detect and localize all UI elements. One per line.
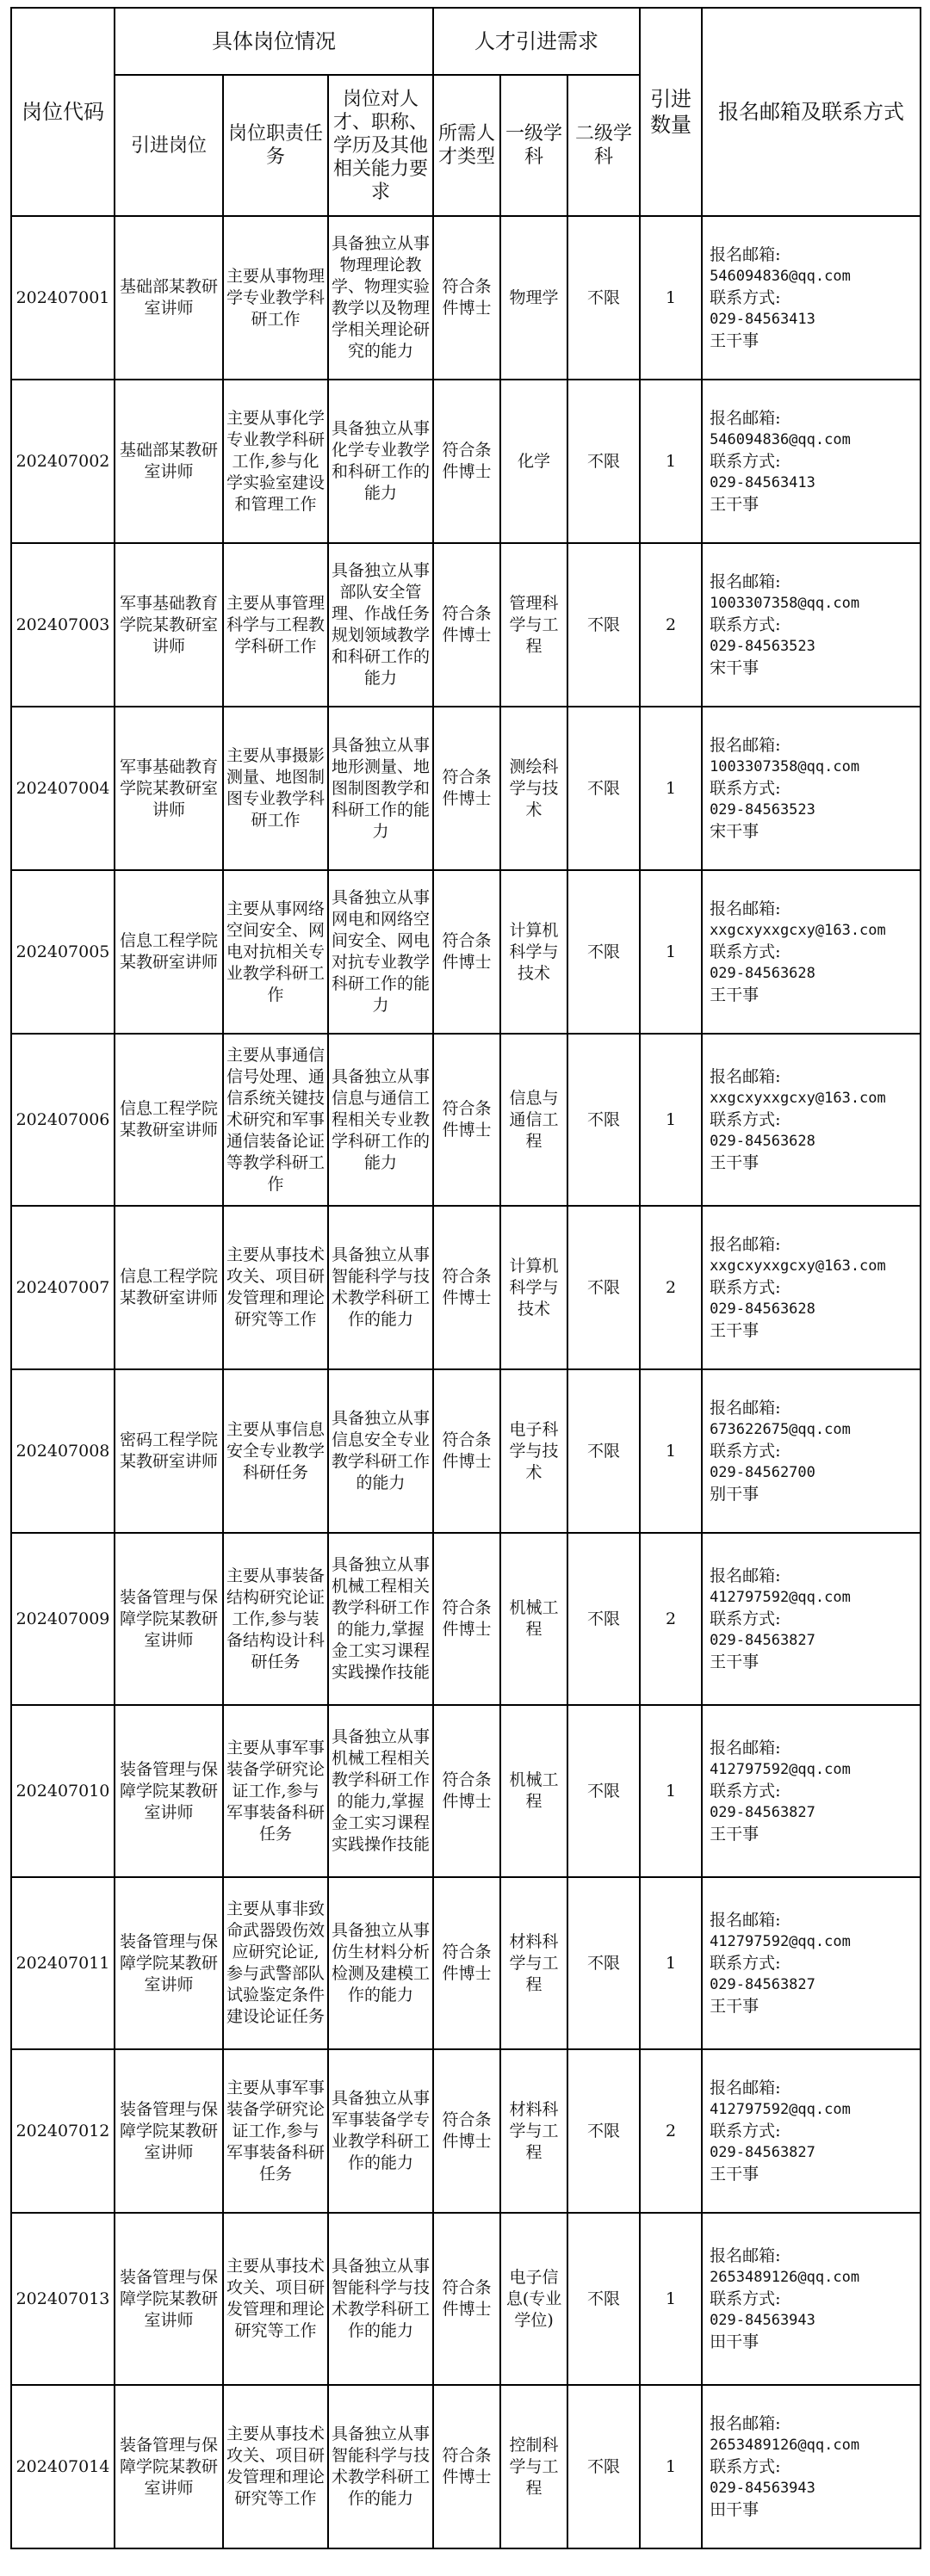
cell-count: 1 <box>640 1705 702 1877</box>
cell-lvl1: 电子科学与技术 <box>500 1369 567 1533</box>
email-label: 报名邮箱: <box>710 1910 781 1930</box>
table-row <box>11 2049 921 2213</box>
cell-req: 具备独立从事军事装备学专业教学科研工作的能力 <box>328 2049 433 2213</box>
cell-lvl2: 不限 <box>567 1206 640 1369</box>
email-label: 报名邮箱: <box>710 1234 781 1254</box>
email-link[interactable]: xxgcxyxxgcxy@163.com <box>710 1257 886 1275</box>
cell-contact <box>702 1206 921 1369</box>
cell-code: 202407005 <box>11 870 115 1034</box>
phone-number: 029-84563827 <box>710 1975 815 1993</box>
cell-contact <box>702 1369 921 1533</box>
cell-post: 装备管理与保障学院某教研室讲师 <box>115 2385 223 2548</box>
cell-count: 2 <box>640 2049 702 2213</box>
cell-type: 符合条件博士 <box>433 870 500 1034</box>
cell-post: 信息工程学院某教研室讲师 <box>115 870 223 1034</box>
phone-label: 联系方式: <box>710 451 781 471</box>
cell-lvl2: 不限 <box>567 870 640 1034</box>
cell-req: 具备独立从事网电和网络空间安全、网电对抗专业教学科研工作的能力 <box>328 870 433 1034</box>
cell-code: 202407007 <box>11 1206 115 1369</box>
phone-label: 联系方式: <box>710 1277 781 1297</box>
cell-type: 符合条件博士 <box>433 543 500 707</box>
cell-lvl2: 不限 <box>567 1533 640 1705</box>
cell-lvl2: 不限 <box>567 2213 640 2385</box>
cell-req: 具备独立从事智能科学与技术教学科研工作的能力 <box>328 2385 433 2548</box>
contact-person: 王干事 <box>710 2164 760 2184</box>
cell-duty: 主要从事军事装备学研究论证工作,参与军事装备科研任务 <box>223 2049 328 2213</box>
header-duty: 岗位职责任务 <box>223 75 328 216</box>
cell-type: 符合条件博士 <box>433 707 500 870</box>
cell-contact <box>702 870 921 1034</box>
cell-count: 1 <box>640 2385 702 2548</box>
email-label: 报名邮箱: <box>710 2078 781 2097</box>
cell-lvl2: 不限 <box>567 380 640 543</box>
cell-lvl1: 化学 <box>500 380 567 543</box>
cell-type: 符合条件博士 <box>433 1533 500 1705</box>
contact-person: 宋干事 <box>710 821 760 841</box>
cell-lvl2: 不限 <box>567 2049 640 2213</box>
cell-type: 符合条件博士 <box>433 1877 500 2049</box>
cell-code: 202407001 <box>11 216 115 380</box>
phone-number: 029-84563523 <box>710 637 815 655</box>
email-link[interactable]: 1003307358@qq.com <box>710 594 860 612</box>
email-label: 报名邮箱: <box>710 899 781 918</box>
table-row <box>11 1206 921 1369</box>
email-label: 报名邮箱: <box>710 2246 781 2265</box>
cell-lvl2: 不限 <box>567 2385 640 2548</box>
contact-person: 王干事 <box>710 985 760 1004</box>
contact-person: 别干事 <box>710 1484 760 1504</box>
cell-duty: 主要从事管理科学与工程教学科研工作 <box>223 543 328 707</box>
cell-lvl2: 不限 <box>567 1369 640 1533</box>
contact-person: 王干事 <box>710 1824 760 1844</box>
header-contact: 报名邮箱及联系方式 <box>702 8 921 216</box>
cell-duty: 主要从事军事装备学研究论证工作,参与军事装备科研任务 <box>223 1705 328 1877</box>
cell-post: 信息工程学院某教研室讲师 <box>115 1206 223 1369</box>
email-link[interactable]: 546094836@qq.com <box>710 267 851 285</box>
table-row <box>11 216 921 380</box>
email-link[interactable]: 412797592@qq.com <box>710 1760 851 1778</box>
cell-lvl1: 信息与通信工程 <box>500 1034 567 1206</box>
email-label: 报名邮箱: <box>710 1566 781 1585</box>
cell-contact <box>702 1877 921 2049</box>
recruitment-table-wrapper <box>10 7 921 2549</box>
cell-duty: 主要从事摄影测量、地图制图专业教学科研工作 <box>223 707 328 870</box>
phone-number: 029-84563827 <box>710 1803 815 1821</box>
phone-label: 联系方式: <box>710 2289 781 2308</box>
cell-lvl2: 不限 <box>567 707 640 870</box>
email-link[interactable]: 412797592@qq.com <box>710 1588 851 1606</box>
phone-number: 029-84562700 <box>710 1463 815 1481</box>
cell-lvl1: 材料科学与工程 <box>500 1877 567 2049</box>
cell-code: 202407010 <box>11 1705 115 1877</box>
cell-duty: 主要从事技术攻关、项目研发管理和理论研究等工作 <box>223 2213 328 2385</box>
contact-person: 王干事 <box>710 494 760 514</box>
cell-code: 202407009 <box>11 1533 115 1705</box>
cell-type: 符合条件博士 <box>433 1705 500 1877</box>
table-row <box>11 2213 921 2385</box>
cell-code: 202407008 <box>11 1369 115 1533</box>
cell-post: 装备管理与保障学院某教研室讲师 <box>115 2049 223 2213</box>
cell-req: 具备独立从事信息安全专业教学科研工作的能力 <box>328 1369 433 1533</box>
cell-type: 符合条件博士 <box>433 2385 500 2548</box>
cell-type: 符合条件博士 <box>433 1034 500 1206</box>
cell-post: 基础部某教研室讲师 <box>115 216 223 380</box>
cell-lvl1: 物理学 <box>500 216 567 380</box>
cell-lvl1: 机械工程 <box>500 1705 567 1877</box>
email-link[interactable]: 2653489126@qq.com <box>710 2436 860 2454</box>
cell-req: 具备独立从事智能科学与技术教学科研工作的能力 <box>328 2213 433 2385</box>
table-row <box>11 1705 921 1877</box>
cell-contact <box>702 543 921 707</box>
cell-count: 1 <box>640 2213 702 2385</box>
cell-code: 202407012 <box>11 2049 115 2213</box>
cell-post: 基础部某教研室讲师 <box>115 380 223 543</box>
table-row <box>11 707 921 870</box>
cell-type: 符合条件博士 <box>433 380 500 543</box>
cell-type: 符合条件博士 <box>433 2049 500 2213</box>
cell-count: 1 <box>640 216 702 380</box>
email-link[interactable]: 412797592@qq.com <box>710 1932 851 1950</box>
header-group-talent: 人才引进需求 <box>433 8 640 75</box>
cell-lvl1: 管理科学与工程 <box>500 543 567 707</box>
phone-label: 联系方式: <box>710 1953 781 1973</box>
cell-duty: 主要从事非致命武器毁伤效应研究论证,参与武警部队试验鉴定条件建设论证任务 <box>223 1877 328 2049</box>
cell-post: 装备管理与保障学院某教研室讲师 <box>115 1877 223 2049</box>
phone-number: 029-84563943 <box>710 2479 815 2497</box>
cell-code: 202407006 <box>11 1034 115 1206</box>
cell-contact <box>702 216 921 380</box>
cell-duty: 主要从事物理学专业教学科研工作 <box>223 216 328 380</box>
phone-label: 联系方式: <box>710 778 781 798</box>
header-post: 引进岗位 <box>115 75 223 216</box>
contact-person: 田干事 <box>710 2499 760 2519</box>
phone-number: 029-84563523 <box>710 800 815 819</box>
table-row <box>11 1877 921 2049</box>
cell-contact <box>702 380 921 543</box>
cell-duty: 主要从事技术攻关、项目研发管理和理论研究等工作 <box>223 1206 328 1369</box>
email-link[interactable]: xxgcxyxxgcxy@163.com <box>710 921 886 939</box>
cell-req: 具备独立从事部队安全管理、作战任务规划领域教学和科研工作的能力 <box>328 543 433 707</box>
cell-type: 符合条件博士 <box>433 216 500 380</box>
table-row <box>11 870 921 1034</box>
cell-contact <box>702 1034 921 1206</box>
email-label: 报名邮箱: <box>710 1398 781 1418</box>
cell-code: 202407002 <box>11 380 115 543</box>
email-label: 报名邮箱: <box>710 571 781 591</box>
cell-count: 1 <box>640 380 702 543</box>
contact-person: 田干事 <box>710 2332 760 2351</box>
email-label: 报名邮箱: <box>710 1066 781 1086</box>
phone-number: 029-84563827 <box>710 1631 815 1649</box>
phone-label: 联系方式: <box>710 1109 781 1129</box>
email-link[interactable]: xxgcxyxxgcxy@163.com <box>710 1089 886 1107</box>
cell-post: 军事基础教育学院某教研室讲师 <box>115 707 223 870</box>
header-req: 岗位对人才、职称、学历及其他相关能力要求 <box>328 75 433 216</box>
cell-lvl1: 电子信息(专业学位) <box>500 2213 567 2385</box>
cell-req: 具备独立从事地形测量、地图制图教学和科研工作的能力 <box>328 707 433 870</box>
phone-label: 联系方式: <box>710 287 781 307</box>
email-link[interactable]: 412797592@qq.com <box>710 2100 851 2118</box>
cell-req: 具备独立从事化学专业教学和科研工作的能力 <box>328 380 433 543</box>
email-label: 报名邮箱: <box>710 735 781 755</box>
cell-lvl2: 不限 <box>567 216 640 380</box>
cell-count: 1 <box>640 707 702 870</box>
cell-req: 具备独立从事智能科学与技术教学科研工作的能力 <box>328 1206 433 1369</box>
cell-lvl1: 计算机科学与技术 <box>500 870 567 1034</box>
table-body <box>11 216 921 2548</box>
phone-label: 联系方式: <box>710 1609 781 1628</box>
email-label: 报名邮箱: <box>710 2413 781 2433</box>
header-lvl2: 二级学科 <box>567 75 640 216</box>
recruitment-table <box>10 7 921 2549</box>
phone-number: 029-84563628 <box>710 964 815 982</box>
cell-lvl1: 材料科学与工程 <box>500 2049 567 2213</box>
cell-duty: 主要从事化学专业教学科研工作,参与化学实验室建设和管理工作 <box>223 380 328 543</box>
cell-req: 具备独立从事仿生材料分析检测及建模工作的能力 <box>328 1877 433 2049</box>
header-code: 岗位代码 <box>11 8 115 216</box>
cell-code: 202407011 <box>11 1877 115 2049</box>
email-link[interactable]: 2653489126@qq.com <box>710 2268 860 2286</box>
cell-count: 1 <box>640 1034 702 1206</box>
table-row <box>11 1533 921 1705</box>
cell-type: 符合条件博士 <box>433 1206 500 1369</box>
email-label: 报名邮箱: <box>710 408 781 428</box>
phone-label: 联系方式: <box>710 615 781 634</box>
cell-req: 具备独立从事物理理论教学、物理实验教学以及物理学相关理论研究的能力 <box>328 216 433 380</box>
cell-count: 1 <box>640 1877 702 2049</box>
cell-req: 具备独立从事信息与通信工程相关专业教学科研工作的能力 <box>328 1034 433 1206</box>
cell-post: 军事基础教育学院某教研室讲师 <box>115 543 223 707</box>
cell-code: 202407013 <box>11 2213 115 2385</box>
email-link[interactable]: 1003307358@qq.com <box>710 757 860 775</box>
table-row <box>11 1034 921 1206</box>
email-link[interactable]: 546094836@qq.com <box>710 430 851 448</box>
contact-person: 王干事 <box>710 1320 760 1340</box>
phone-number: 029-84563628 <box>710 1300 815 1318</box>
header-count: 引进数量 <box>640 8 702 216</box>
phone-label: 联系方式: <box>710 2456 781 2476</box>
cell-lvl2: 不限 <box>567 543 640 707</box>
header-type: 所需人才类型 <box>433 75 500 216</box>
cell-req: 具备独立从事机械工程相关教学科研工作的能力,掌握金工实习课程实践操作技能 <box>328 1705 433 1877</box>
phone-label: 联系方式: <box>710 1441 781 1461</box>
cell-lvl1: 控制科学与工程 <box>500 2385 567 2548</box>
cell-lvl2: 不限 <box>567 1034 640 1206</box>
cell-duty: 主要从事通信信号处理、通信系统关键技术研究和军事通信装备论证等教学科研工作 <box>223 1034 328 1206</box>
phone-label: 联系方式: <box>710 1781 781 1801</box>
cell-count: 2 <box>640 1533 702 1705</box>
cell-type: 符合条件博士 <box>433 2213 500 2385</box>
cell-contact <box>702 2049 921 2213</box>
header-group-job: 具体岗位情况 <box>115 8 433 75</box>
cell-post: 装备管理与保障学院某教研室讲师 <box>115 1533 223 1705</box>
phone-label: 联系方式: <box>710 942 781 961</box>
contact-person: 王干事 <box>710 1152 760 1172</box>
phone-number: 029-84563943 <box>710 2311 815 2329</box>
cell-post: 装备管理与保障学院某教研室讲师 <box>115 1705 223 1877</box>
email-label: 报名邮箱: <box>710 1738 781 1757</box>
cell-contact <box>702 707 921 870</box>
header-row-1 <box>11 8 921 75</box>
cell-lvl1: 计算机科学与技术 <box>500 1206 567 1369</box>
cell-type: 符合条件博士 <box>433 1369 500 1533</box>
phone-number: 029-84563413 <box>710 310 815 328</box>
header-lvl1: 一级学科 <box>500 75 567 216</box>
cell-contact <box>702 1533 921 1705</box>
phone-number: 029-84563827 <box>710 2143 815 2161</box>
cell-post: 密码工程学院某教研室讲师 <box>115 1369 223 1533</box>
cell-req: 具备独立从事机械工程相关教学科研工作的能力,掌握金工实习课程实践操作技能 <box>328 1533 433 1705</box>
email-link[interactable]: 673622675@qq.com <box>710 1420 851 1438</box>
contact-person: 王干事 <box>710 330 760 350</box>
table-row <box>11 380 921 543</box>
cell-count: 2 <box>640 543 702 707</box>
contact-person: 宋干事 <box>710 658 760 677</box>
phone-number: 029-84563413 <box>710 473 815 491</box>
phone-number: 029-84563628 <box>710 1132 815 1150</box>
cell-lvl2: 不限 <box>567 1877 640 2049</box>
cell-duty: 主要从事装备结构研究论证工作,参与装备结构设计科研任务 <box>223 1533 328 1705</box>
cell-contact <box>702 1705 921 1877</box>
table-row <box>11 543 921 707</box>
cell-post: 装备管理与保障学院某教研室讲师 <box>115 2213 223 2385</box>
contact-person: 王干事 <box>710 1652 760 1671</box>
cell-count: 1 <box>640 1369 702 1533</box>
table-row <box>11 1369 921 1533</box>
table-row <box>11 2385 921 2548</box>
cell-count: 2 <box>640 1206 702 1369</box>
cell-post: 信息工程学院某教研室讲师 <box>115 1034 223 1206</box>
cell-code: 202407014 <box>11 2385 115 2548</box>
cell-code: 202407003 <box>11 543 115 707</box>
cell-duty: 主要从事网络空间安全、网电对抗相关专业教学科研工作 <box>223 870 328 1034</box>
email-label: 报名邮箱: <box>710 244 781 264</box>
cell-duty: 主要从事技术攻关、项目研发管理和理论研究等工作 <box>223 2385 328 2548</box>
contact-person: 王干事 <box>710 1996 760 2016</box>
cell-lvl1: 机械工程 <box>500 1533 567 1705</box>
cell-lvl2: 不限 <box>567 1705 640 1877</box>
phone-label: 联系方式: <box>710 2121 781 2140</box>
cell-contact <box>702 2213 921 2385</box>
cell-duty: 主要从事信息安全专业教学科研任务 <box>223 1369 328 1533</box>
cell-contact <box>702 2385 921 2548</box>
cell-count: 1 <box>640 870 702 1034</box>
cell-code: 202407004 <box>11 707 115 870</box>
cell-lvl1: 测绘科学与技术 <box>500 707 567 870</box>
